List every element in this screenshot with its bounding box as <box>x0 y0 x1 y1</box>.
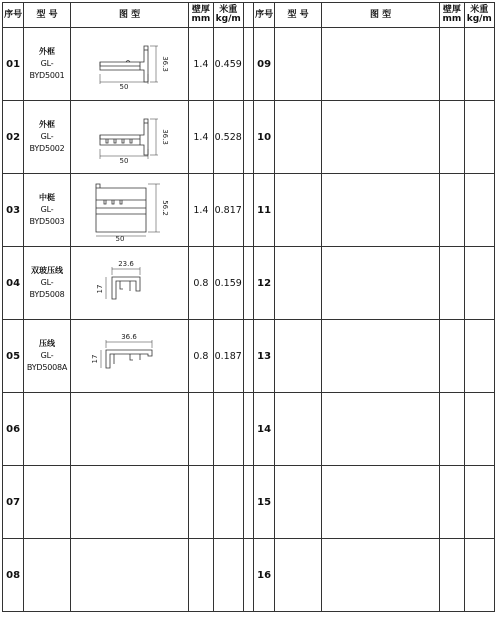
row-index-right: 10 <box>254 101 275 174</box>
weight-value: 0.187 <box>213 320 243 393</box>
header-weight-unit-right: kg/m <box>466 14 492 24</box>
dim-width: 36.6 <box>120 333 137 341</box>
thickness-value: 1.4 <box>189 174 213 247</box>
divider-column <box>243 101 253 174</box>
model-code: GL-BYD5002 <box>29 132 65 153</box>
drawing-cell-right <box>321 174 439 247</box>
header-model-right: 型 号 <box>275 3 322 28</box>
header-thickness-unit-right: mm <box>442 14 462 24</box>
table-row <box>3 320 495 393</box>
header-weight <box>213 3 243 28</box>
model-cell-right <box>275 320 322 393</box>
profile-table <box>2 2 495 612</box>
drawing-cell <box>70 174 188 247</box>
weight-value: 0.817 <box>213 174 243 247</box>
divider-column <box>243 247 253 320</box>
row-index: 05 <box>3 320 24 393</box>
thickness-value: 1.4 <box>189 101 213 174</box>
drawing-cell-right <box>321 247 439 320</box>
model-cell-right <box>275 247 322 320</box>
header-thickness-label-right: 壁厚 <box>442 5 461 15</box>
row-index-right: 15 <box>254 466 275 539</box>
model-name: 外框 <box>39 47 56 56</box>
table-row <box>3 393 495 466</box>
row-index-right: 12 <box>254 247 275 320</box>
table-row <box>3 174 495 247</box>
model-cell-right <box>275 101 322 174</box>
table-row <box>3 247 495 320</box>
drawing-cell <box>70 539 188 612</box>
model-cell <box>24 393 71 466</box>
header-thickness-right <box>440 3 464 28</box>
profile-drawing-5002 <box>90 109 170 165</box>
profile-drawing-5008 <box>90 255 170 311</box>
row-index-right: 13 <box>254 320 275 393</box>
header-thickness-unit: mm <box>191 14 211 24</box>
header-index: 序号 <box>3 3 24 28</box>
model-name: 压线 <box>39 339 56 348</box>
row-index: 04 <box>3 247 24 320</box>
divider-column <box>243 539 253 612</box>
table-row <box>3 28 495 101</box>
divider-column <box>243 320 253 393</box>
model-code: GL-BYD5001 <box>29 59 65 80</box>
drawing-cell <box>70 247 188 320</box>
divider-column <box>243 3 253 28</box>
header-drawing: 图 型 <box>70 3 188 28</box>
divider-column <box>243 466 253 539</box>
model-cell-right <box>275 466 322 539</box>
row-index: 07 <box>3 466 24 539</box>
row-index-right: 09 <box>254 28 275 101</box>
model-cell <box>24 101 71 174</box>
row-index-right: 16 <box>254 539 275 612</box>
dim-width: 50 <box>119 157 128 165</box>
drawing-cell-right <box>321 320 439 393</box>
header-weight-right <box>464 3 494 28</box>
dim-width: 50 <box>115 235 124 242</box>
dim-height: 36.3 <box>160 129 169 145</box>
weight-value: 0.159 <box>213 247 243 320</box>
model-code: GL-BYD5003 <box>29 205 65 226</box>
profile-drawing-5001 <box>90 36 170 92</box>
dim-height: 17 <box>95 284 104 294</box>
header-row <box>3 3 495 28</box>
drawing-cell-right <box>321 393 439 466</box>
divider-column <box>243 174 253 247</box>
table-row <box>3 539 495 612</box>
profile-drawing-5003 <box>90 178 170 242</box>
model-cell-right <box>275 393 322 466</box>
weight-value: 0.528 <box>213 101 243 174</box>
drawing-cell <box>70 28 188 101</box>
header-thickness-label: 壁厚 <box>191 5 210 15</box>
dim-height: 36.3 <box>160 56 169 72</box>
row-index: 01 <box>3 28 24 101</box>
thickness-value <box>189 393 213 466</box>
dim-height: 56.2 <box>160 200 169 216</box>
model-name: 外框 <box>39 120 56 129</box>
divider-column <box>243 393 253 466</box>
drawing-cell <box>70 466 188 539</box>
row-index: 08 <box>3 539 24 612</box>
header-thickness <box>189 3 213 28</box>
dim-height: 17 <box>90 354 99 364</box>
thickness-value <box>189 466 213 539</box>
model-cell <box>24 539 71 612</box>
header-weight-unit: kg/m <box>215 14 241 24</box>
model-cell <box>24 28 71 101</box>
model-name: 中梃 <box>39 193 56 202</box>
dim-width: 50 <box>119 83 128 91</box>
drawing-cell <box>70 320 188 393</box>
weight-cell-right <box>464 247 494 320</box>
table-row <box>3 466 495 539</box>
model-code: GL-BYD5008A <box>26 351 68 372</box>
weight-value <box>213 393 243 466</box>
weight-cell-right <box>464 539 494 612</box>
thickness-cell-right <box>440 101 464 174</box>
thickness-cell-right <box>440 320 464 393</box>
thickness-value <box>189 539 213 612</box>
drawing-cell-right <box>321 539 439 612</box>
row-index-right: 11 <box>254 174 275 247</box>
header-drawing-right: 图 型 <box>321 3 439 28</box>
drawing-cell-right <box>321 28 439 101</box>
weight-cell-right <box>464 466 494 539</box>
model-code: GL-BYD5008 <box>29 278 65 299</box>
model-cell <box>24 247 71 320</box>
model-cell-right <box>275 174 322 247</box>
thickness-value: 0.8 <box>189 247 213 320</box>
row-index: 02 <box>3 101 24 174</box>
drawing-cell-right <box>321 101 439 174</box>
thickness-value: 1.4 <box>189 28 213 101</box>
thickness-cell-right <box>440 539 464 612</box>
model-cell-right <box>275 28 322 101</box>
thickness-value: 0.8 <box>189 320 213 393</box>
weight-cell-right <box>464 28 494 101</box>
header-weight-label-right: 米重 <box>470 5 489 15</box>
header-index-right: 序号 <box>254 3 275 28</box>
drawing-cell-right <box>321 466 439 539</box>
model-cell <box>24 466 71 539</box>
model-name: 双玻压线 <box>31 266 64 275</box>
dim-width: 23.6 <box>117 260 134 268</box>
thickness-cell-right <box>440 466 464 539</box>
divider-column <box>243 28 253 101</box>
thickness-cell-right <box>440 247 464 320</box>
header-weight-label: 米重 <box>219 5 238 15</box>
weight-cell-right <box>464 174 494 247</box>
thickness-cell-right <box>440 28 464 101</box>
header-model: 型 号 <box>24 3 71 28</box>
table-row <box>3 101 495 174</box>
weight-value <box>213 539 243 612</box>
weight-value: 0.459 <box>213 28 243 101</box>
drawing-cell <box>70 101 188 174</box>
model-cell <box>24 320 71 393</box>
weight-cell-right <box>464 101 494 174</box>
weight-cell-right <box>464 320 494 393</box>
profile-drawing-5008a <box>90 328 170 384</box>
row-index-right: 14 <box>254 393 275 466</box>
model-cell-right <box>275 539 322 612</box>
drawing-cell <box>70 393 188 466</box>
weight-cell-right <box>464 393 494 466</box>
thickness-cell-right <box>440 174 464 247</box>
model-cell <box>24 174 71 247</box>
row-index: 03 <box>3 174 24 247</box>
weight-value <box>213 466 243 539</box>
row-index: 06 <box>3 393 24 466</box>
thickness-cell-right <box>440 393 464 466</box>
